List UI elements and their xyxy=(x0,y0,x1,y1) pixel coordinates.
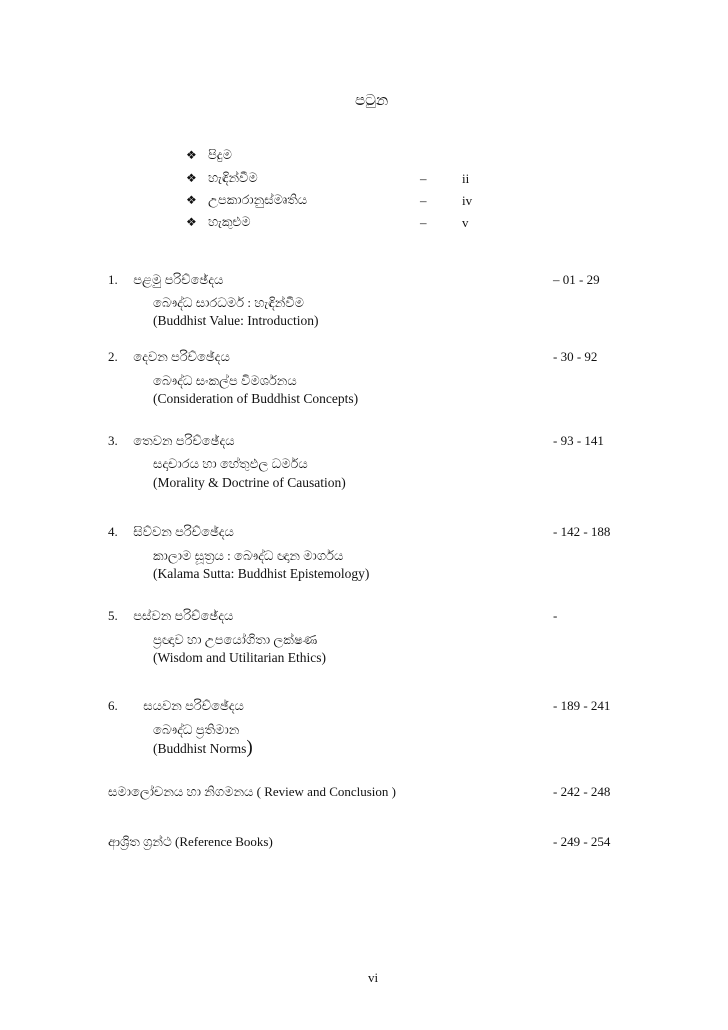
prelim-item-dedication[interactable] xyxy=(186,146,232,164)
prelim-dash: – xyxy=(420,171,427,186)
prelim-item-introduction[interactable] xyxy=(186,169,258,187)
review-conclusion-pages: - 242 - 248 xyxy=(553,784,611,799)
chapter-1-pages: – 01 - 29 xyxy=(553,272,600,287)
prelim-page: v xyxy=(462,215,469,230)
page-number: vi xyxy=(368,970,379,985)
chapter-number: 4. xyxy=(108,524,118,539)
chapter-number: 1. xyxy=(108,272,118,287)
prelim-item-acknowledgement[interactable] xyxy=(186,191,307,209)
diamond-bullet-icon: ❖ xyxy=(186,192,197,207)
chapter-4-pages: - 142 - 188 xyxy=(553,524,611,539)
chapter-3-subtitle-si: සදාචාරය හා හේතුඵල ධර්මය xyxy=(153,456,308,471)
chapter-number: 3. xyxy=(108,433,118,448)
references-pages: - 249 - 254 xyxy=(553,834,611,849)
subtitle-text: (Buddhist Norms xyxy=(153,741,247,756)
diamond-bullet-icon: ❖ xyxy=(186,147,197,162)
chapter-1-subtitle-en: (Buddhist Value: Introduction) xyxy=(153,313,319,328)
chapter-title: දෙවන පරිච්ඡේදය xyxy=(133,349,230,364)
prelim-dash: – xyxy=(420,193,427,208)
chapter-6-subtitle-en xyxy=(153,737,253,759)
chapter-2-pages: - 30 - 92 xyxy=(553,349,598,364)
prelim-page: ii xyxy=(462,171,470,186)
chapter-5-heading[interactable] xyxy=(108,608,233,624)
chapter-2-subtitle-si: බෞද්ධ සංකල්ප විමර්ශනය xyxy=(153,373,297,388)
prelim-dash: – xyxy=(420,215,427,230)
diamond-bullet-icon: ❖ xyxy=(186,170,197,185)
prelim-label: හැඳින්වීම xyxy=(208,170,258,185)
chapter-title: තෙවන පරිච්ඡේදය xyxy=(133,433,235,448)
chapter-5-pages: - xyxy=(553,608,558,623)
chapter-2-subtitle-en: (Consideration of Buddhist Concepts) xyxy=(153,391,359,406)
chapter-title: පළමු පරිච්ඡේදය xyxy=(133,272,224,287)
chapter-title: සයවන පරිච්ඡේදය xyxy=(143,698,244,713)
chapter-6-subtitle-si: බෞද්ධ ප්‍රතිමාන xyxy=(153,722,240,737)
chapter-4-heading[interactable] xyxy=(108,524,234,540)
prelim-item-abbreviations[interactable] xyxy=(186,213,251,231)
chapter-2-heading[interactable] xyxy=(108,349,230,365)
prelim-page: iv xyxy=(462,193,473,208)
references-entry[interactable]: ආශ්‍රිත ග්‍රන්ථ (Reference Books) xyxy=(108,834,273,849)
chapter-3-pages: - 93 - 141 xyxy=(553,433,604,448)
chapter-1-subtitle-si: බෞද්ධ සාරධර්ම : හැඳින්වීම xyxy=(153,295,304,310)
chapter-number: 5. xyxy=(108,608,118,623)
closing-paren: ) xyxy=(246,737,253,758)
prelim-label: පිදුම xyxy=(208,147,232,162)
chapter-3-heading[interactable] xyxy=(108,433,235,449)
diamond-bullet-icon: ❖ xyxy=(186,214,197,229)
chapter-5-subtitle-en: (Wisdom and Utilitarian Ethics) xyxy=(153,650,327,665)
chapter-6-pages: - 189 - 241 xyxy=(553,698,611,713)
chapter-3-subtitle-en: (Morality & Doctrine of Causation) xyxy=(153,475,346,490)
chapter-4-subtitle-en: (Kalama Sutta: Buddhist Epistemology) xyxy=(153,566,370,581)
prelim-label: හැකුළුම xyxy=(208,214,251,229)
review-conclusion-entry[interactable]: සමාලෝචනය හා නිගමනය ( Review and Conclusion ) xyxy=(108,784,396,799)
chapter-6-heading[interactable] xyxy=(108,698,244,714)
chapter-number: 6. xyxy=(108,698,118,713)
chapter-number: 2. xyxy=(108,349,118,364)
chapter-4-subtitle-si: කාලාම සූත්‍රය : බෞද්ධ ඥාන මාර්ගය xyxy=(153,548,344,563)
chapter-title: සිව්වන පරිච්ඡේදය xyxy=(133,524,234,539)
chapter-5-subtitle-si: ප්‍රඥාව හා උපයෝගිතා ලක්ෂණ xyxy=(153,632,318,647)
chapter-title: පස්වන පරිච්ඡේදය xyxy=(133,608,234,623)
chapter-1-heading[interactable] xyxy=(108,272,223,288)
page-title: පටුන xyxy=(355,93,389,109)
prelim-label: උපකාරානුස්මෘතිය xyxy=(208,192,308,207)
